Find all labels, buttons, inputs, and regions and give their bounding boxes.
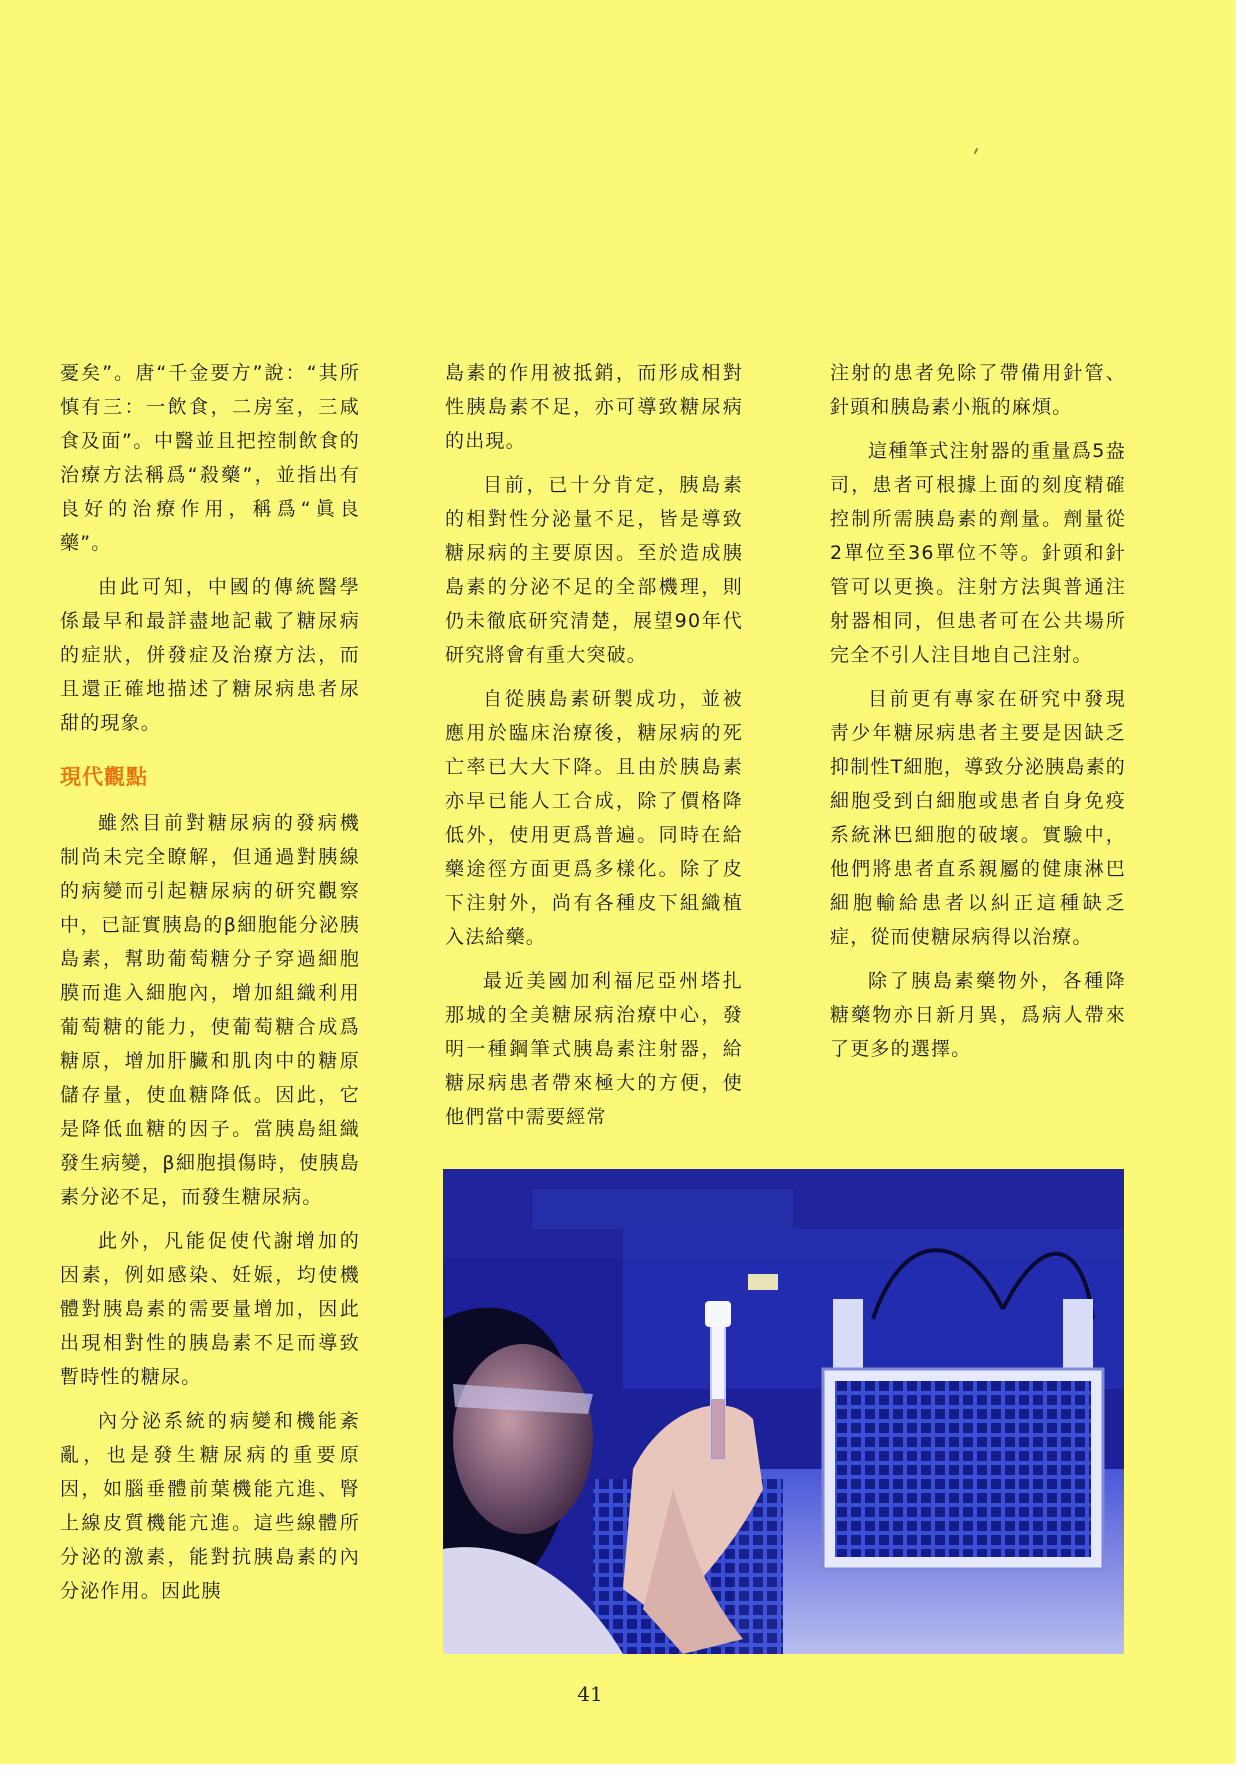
page-number: 41: [577, 1682, 603, 1706]
text-column-3: [830, 356, 1126, 1066]
paragraph: 內分泌系統的病變和機能紊亂，也是發生糖尿病的重要原因，如腦垂體前葉機能亢進、腎上線皮質機能亢進。這些線體所分泌的激素，能對抗胰島素的內分泌作用。因此胰: [60, 1410, 360, 1602]
paragraph: 島素的作用被抵銷，而形成相對性胰島素不足，亦可導致糖尿病的出現。: [445, 362, 743, 452]
paragraph: 此外，凡能促使代謝增加的因素，例如感染、妊娠，均使機體對胰島素的需要量增加，因此出現相對性的胰島素不足而導致暫時性的糖尿。: [60, 1230, 360, 1388]
text-column-1: [60, 356, 360, 1608]
paragraph: 由此可知，中國的傳統醫學係最早和最詳盡地記載了糖尿病的症狀，併發症及治療方法，而且還正確地描述了糖尿病患者尿甜的現象。: [60, 576, 360, 734]
paragraph: 除了胰島素藥物外，各種降糖藥物亦日新月異，爲病人帶來了更多的選擇。: [830, 970, 1126, 1060]
scan-margin-right: [1235, 0, 1246, 1776]
paragraph: 目前，已十分肯定，胰島素的相對性分泌量不足，皆是導致糖尿病的主要原因。至於造成胰島素的分泌不足的全部機理，則仍未徹底研究清楚，展望90年代研究將會有重大突破。: [445, 474, 743, 666]
paragraph: 自從胰島素研製成功，並被應用於臨床治療後，糖尿病的死亡率已大大下降。且由於胰島素亦早已能人工合成，除了價格降低外，使用更爲普遍。同時在給藥途徑方面更爲多樣化。除了皮下注射外，尚有各種皮下組織植入法給藥。: [445, 688, 743, 948]
lab-scene-illustration: [443, 1169, 1124, 1654]
text-column-2: [445, 356, 743, 1134]
lab-photo: [443, 1169, 1124, 1654]
paragraph: 目前更有專家在研究中發現靑少年糖尿病患者主要是因缺乏抑制性T細胞，導致分泌胰島素的細胞受到白細胞或患者自身免疫系統淋巴細胞的破壞。實驗中，他們將患者直系親屬的健康淋巴細胞輸給患者以糾正這種缺乏症，從而使糖尿病得以治療。: [830, 688, 1126, 948]
paragraph: 憂矣”。唐“千金要方”說：“其所慎有三：一飲食，二房室，三咸食及面”。中醫並且把控制飲食的治療方法稱爲“殺藥”，並指出有良好的治療作用，稱爲“眞良藥”。: [60, 362, 360, 554]
paragraph: 雖然目前對糖尿病的發病機制尚未完全瞭解，但通過對胰線的病變而引起糖尿病的研究觀察中，已証實胰島的β細胞能分泌胰島素，幫助葡萄糖分子穿過細胞膜而進入細胞內，增加組織利用葡萄糖的能力，使葡萄糖合成爲糖原，增加肝臟和肌肉中的糖原儲存量，使血糖降低。因此，它是降低血糖的因子。當胰島組織發生病變，β細胞損傷時，使胰島素分泌不足，而發生糖尿病。: [60, 812, 360, 1208]
paragraph: 最近美國加利福尼亞州塔扎那城的全美糖尿病治療中心，發明一種鋼筆式胰島素注射器，給糖尿病患者帶來極大的方便，使他們當中需要經常: [445, 970, 743, 1128]
paper-speck: [974, 148, 978, 154]
scan-margin-bottom: [0, 1764, 1246, 1776]
paragraph: 注射的患者免除了帶備用針管、針頭和胰島素小瓶的麻煩。: [830, 362, 1126, 418]
paragraph: 這種筆式注射器的重量爲5盎司，患者可根據上面的刻度精確控制所需胰島素的劑量。劑量從2單位至36單位不等。針頭和針管可以更換。注射方法與普通注射器相同，但患者可在公共場所完全不引人注目地自己注射。: [830, 440, 1126, 666]
section-heading: 現代觀點: [60, 765, 148, 789]
